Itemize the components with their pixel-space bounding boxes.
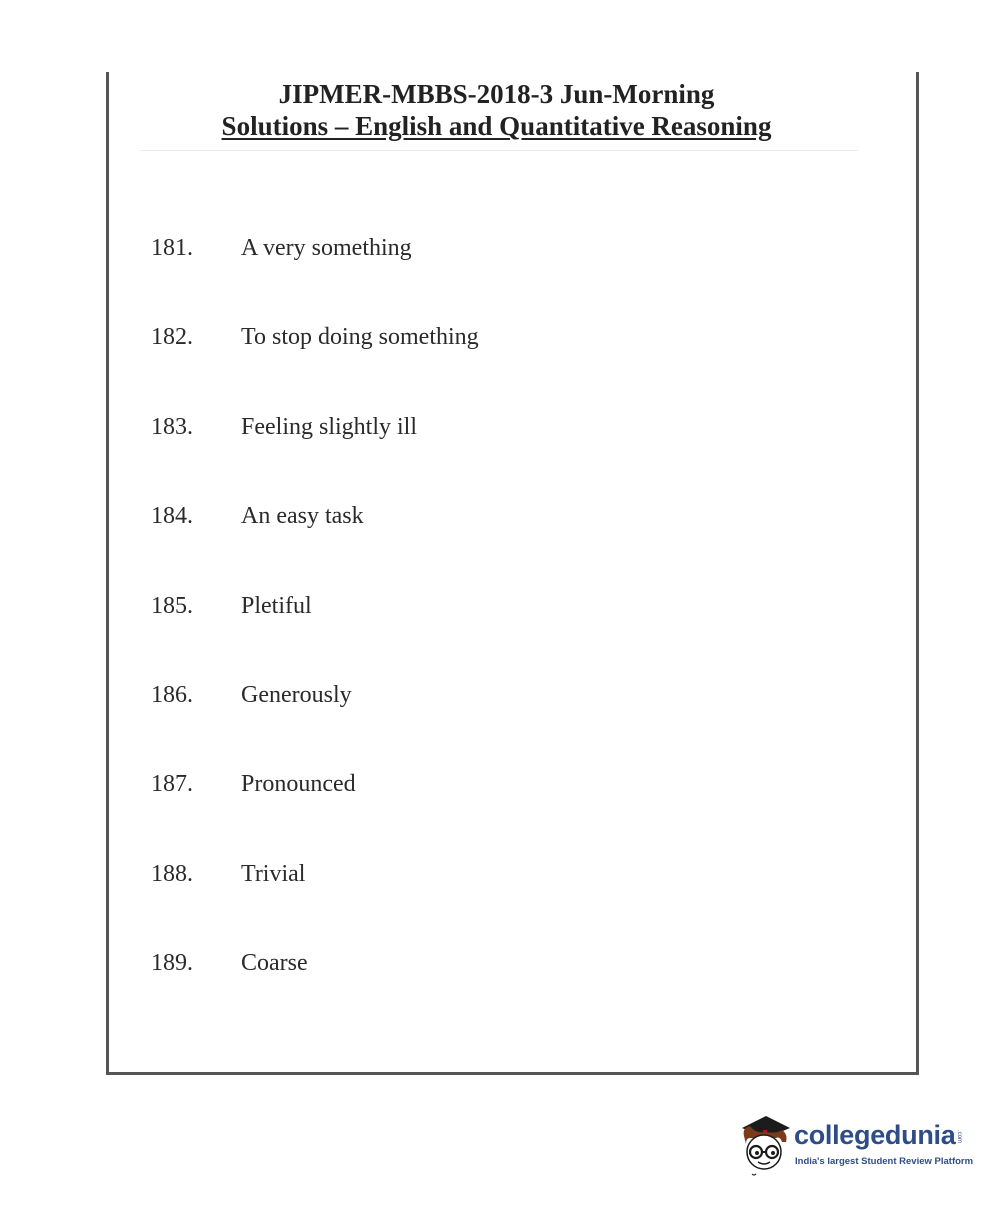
answer-number: 182. xyxy=(151,324,193,351)
answer-item xyxy=(0,409,993,498)
answer-text: A very something xyxy=(241,235,412,261)
answer-item xyxy=(0,319,993,408)
answer-number: 186. xyxy=(151,681,193,708)
answer-item xyxy=(0,677,993,766)
answer-number: 188. xyxy=(151,860,193,887)
answer-item xyxy=(0,856,993,945)
answer-number: 185. xyxy=(151,592,193,619)
header-divider xyxy=(140,150,858,151)
answer-text: Trivial xyxy=(241,860,306,887)
answer-text: Coarse xyxy=(241,950,308,977)
answer-number: 184. xyxy=(151,503,193,530)
answer-item xyxy=(0,498,993,587)
logo-brand-suffix: .com xyxy=(956,1130,962,1144)
answer-text: Feeling slightly ill xyxy=(241,413,418,440)
answer-text: Pronounced xyxy=(241,771,356,798)
answer-item xyxy=(0,766,993,855)
answer-number: 183. xyxy=(151,413,193,440)
document-header xyxy=(0,78,993,142)
logo-brand-text: collegedunia xyxy=(794,1120,956,1150)
logo-tagline: India's largest Student Review Platform xyxy=(795,1156,974,1167)
answer-item xyxy=(0,230,993,319)
answer-number: 181. xyxy=(151,235,193,261)
answer-text: To stop doing something xyxy=(241,324,479,351)
answer-text: An easy task xyxy=(241,503,364,530)
answer-number: 187. xyxy=(151,771,193,798)
answer-item xyxy=(0,945,993,1034)
answer-list xyxy=(0,230,993,1035)
document-subtitle: Solutions – English and Quantitative Reasoning xyxy=(221,111,772,141)
answer-text: Generously xyxy=(241,681,352,708)
answer-text: Pletiful xyxy=(241,592,312,619)
document-title: JIPMER-MBBS-2018-3 Jun-Morning xyxy=(278,79,715,109)
answer-number: 189. xyxy=(151,950,193,977)
collegedunia-logo xyxy=(736,1108,974,1184)
answer-item xyxy=(0,588,993,677)
mascot-icon xyxy=(736,1108,794,1180)
